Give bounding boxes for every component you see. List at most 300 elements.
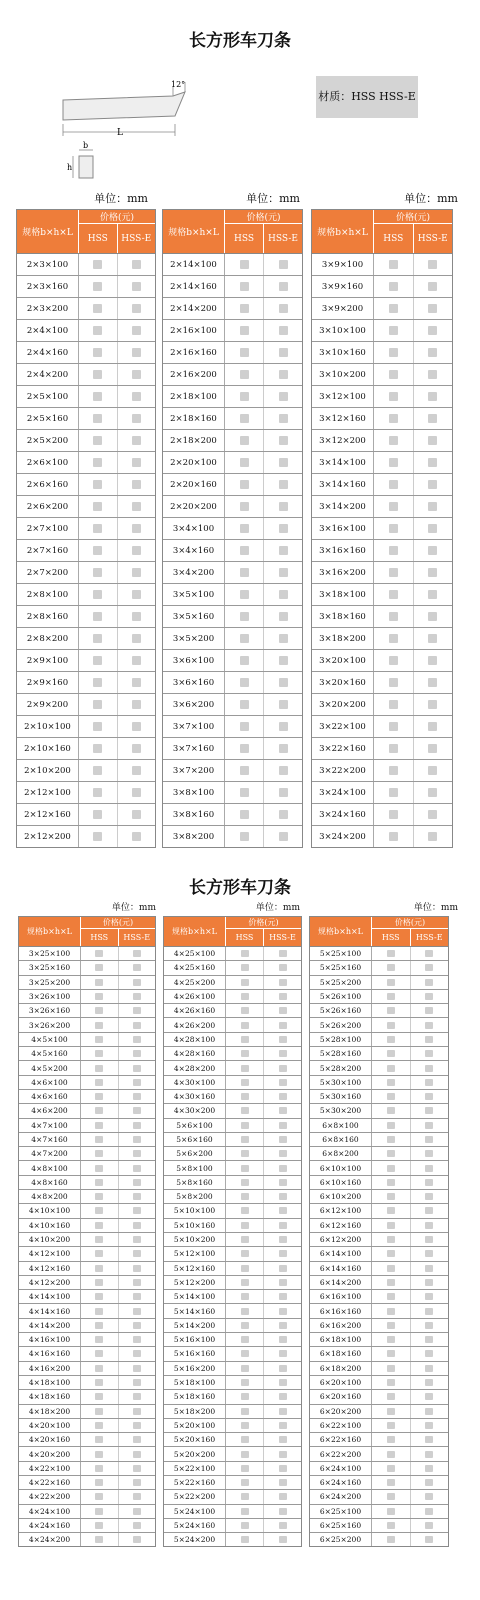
spec-cell: 4×30×100 [164,1076,226,1089]
table-row [164,976,301,990]
hidden-price-placeholder [133,1336,141,1343]
hss-price-cell [372,1304,411,1317]
hidden-price-placeholder [93,414,102,423]
hss-price-cell [226,1433,264,1446]
hss-price-cell [226,1347,264,1360]
hsse-price-cell [411,990,449,1003]
hsse-price-cell [264,1104,301,1117]
hsse-price-cell [264,1133,301,1146]
hidden-price-placeholder [425,964,433,971]
spec-cell: 2×18×100 [163,386,225,407]
spec-cell: 5×20×200 [164,1447,226,1460]
spec-cell: 2×8×200 [17,628,79,649]
table-row [163,496,302,518]
hidden-price-placeholder [132,568,141,577]
hidden-price-placeholder [389,546,398,555]
hidden-price-placeholder [95,1293,103,1300]
hidden-price-placeholder [95,1079,103,1086]
hss-price-cell [374,298,414,319]
table-row [17,254,155,276]
spec-cell: 4×10×160 [19,1219,81,1232]
hidden-price-placeholder [279,1165,287,1172]
hsse-price-cell [414,584,453,605]
spec-cell: 4×8×100 [19,1161,81,1174]
table-row [310,1104,448,1118]
hss-price-cell [81,1004,119,1017]
hss-price-cell [81,1090,119,1103]
table-row [163,804,302,826]
spec-cell: 5×16×160 [164,1347,226,1360]
spec-cell: 3×7×200 [163,760,225,781]
hsse-price-cell [264,1419,301,1432]
hidden-price-placeholder [389,832,398,841]
hss-price-cell [372,1004,411,1017]
hidden-price-placeholder [279,612,288,621]
hidden-price-placeholder [279,1022,287,1029]
hsse-price-cell [119,976,156,989]
hsse-price-cell [119,1176,156,1189]
hidden-price-placeholder [95,1365,103,1372]
spec-cell: 6×8×100 [310,1119,372,1132]
spec-cell: 4×7×200 [19,1147,81,1160]
spec-cell: 5×8×160 [164,1176,226,1189]
hss-price-cell [372,1033,411,1046]
spec-cell: 4×22×160 [19,1476,81,1489]
hidden-price-placeholder [279,1308,287,1315]
hss-price-cell [372,1190,411,1203]
spec-cell: 6×25×100 [310,1505,372,1518]
hidden-price-placeholder [387,1293,395,1300]
hsse-price-cell [411,1462,449,1475]
hidden-price-placeholder [95,1479,103,1486]
hss-price-cell [374,672,414,693]
spec-cell: 2×18×200 [163,430,225,451]
table-row [310,1219,448,1233]
spec-cell: 6×14×160 [310,1262,372,1275]
hidden-price-placeholder [279,480,288,489]
table-row [164,1319,301,1333]
hss-price-cell [226,1519,264,1532]
spec-cell: 5×24×100 [164,1505,226,1518]
hss-price-cell [372,1319,411,1332]
hidden-price-placeholder [95,1393,103,1400]
table-row [19,1533,155,1546]
hss-price-cell [372,1533,411,1546]
hss-price-cell [372,1447,411,1460]
hss-price-cell [225,408,264,429]
hidden-price-placeholder [95,1493,103,1500]
hidden-price-placeholder [428,480,437,489]
hsse-price-cell [411,1033,449,1046]
price-header: 价格(元) [226,917,301,929]
hidden-price-placeholder [133,1250,141,1257]
hsse-price-cell [119,1362,156,1375]
table-row [312,408,452,430]
spec-cell: 6×16×100 [310,1290,372,1303]
hsse-price-cell [414,826,453,847]
hss-price-cell [79,650,118,671]
spec-cell: 2×3×100 [17,254,79,275]
hss-price-cell [374,826,414,847]
hidden-price-placeholder [425,1022,433,1029]
hidden-price-placeholder [240,502,249,511]
hidden-price-placeholder [241,1465,249,1472]
hss-price-cell [225,496,264,517]
spec-header: 规格b×h×L [17,210,79,253]
hsse-price-cell [119,1347,156,1360]
hidden-price-placeholder [132,326,141,335]
table-row [310,1147,448,1161]
table-row [310,1419,448,1433]
spec-cell: 3×6×200 [163,694,225,715]
hidden-price-placeholder [240,436,249,445]
spec-cell: 3×9×160 [312,276,374,297]
hss-price-cell [81,1190,119,1203]
hidden-price-placeholder [132,700,141,709]
hidden-price-placeholder [279,414,288,423]
hss-price-cell [81,1304,119,1317]
hidden-price-placeholder [387,1436,395,1443]
hss-price-cell [225,474,264,495]
hsse-price-cell [118,320,156,341]
hsse-price-cell [119,1533,156,1546]
hidden-price-placeholder [428,546,437,555]
table-row [163,452,302,474]
hsse-price-cell [264,474,302,495]
hidden-price-placeholder [241,993,249,1000]
hidden-price-placeholder [389,568,398,577]
hsse-price-cell [119,961,156,974]
hidden-price-placeholder [241,1093,249,1100]
spec-cell: 3×12×100 [312,386,374,407]
hidden-price-placeholder [279,1479,287,1486]
hidden-price-placeholder [279,1065,287,1072]
hidden-price-placeholder [425,1050,433,1057]
table-row [17,276,155,298]
hsse-price-cell [264,976,301,989]
hidden-price-placeholder [133,1536,141,1543]
hss-price-cell [81,1462,119,1475]
hidden-price-placeholder [132,502,141,511]
spec-cell: 2×7×160 [17,540,79,561]
table-row [312,826,452,847]
hidden-price-placeholder [132,436,141,445]
table-row [19,961,155,975]
hss-price-cell [225,386,264,407]
table-row [17,496,155,518]
hidden-price-placeholder [389,590,398,599]
hss-price-cell [374,408,414,429]
table-row [19,1004,155,1018]
hidden-price-placeholder [132,590,141,599]
table-row [19,1047,155,1061]
hss-price-cell [374,584,414,605]
hss-price-cell [372,961,411,974]
hss-price-cell [81,1262,119,1275]
hidden-price-placeholder [241,1279,249,1286]
table-row [164,990,301,1004]
table-row [310,976,448,990]
spec-cell: 4×25×200 [164,976,226,989]
hss-price-cell [226,1304,264,1317]
hidden-price-placeholder [95,1022,103,1029]
hidden-price-placeholder [387,1093,395,1100]
hidden-price-placeholder [240,326,249,335]
table-row [312,584,452,606]
hidden-price-placeholder [93,502,102,511]
spec-cell: 5×6×160 [164,1133,226,1146]
table-row [310,1533,448,1546]
spec-cell: 3×8×200 [163,826,225,847]
hidden-price-placeholder [389,502,398,511]
spec-cell: 3×22×200 [312,760,374,781]
hidden-price-placeholder [279,524,288,533]
table-row [310,1033,448,1047]
spec-cell: 5×30×200 [310,1104,372,1117]
hsse-price-cell [119,1219,156,1232]
hss-header: HSS [374,224,414,253]
hss-price-cell [225,298,264,319]
hsse-header: HSS-E [269,933,296,942]
hidden-price-placeholder [425,1379,433,1386]
hss-price-cell [372,1476,411,1489]
hidden-price-placeholder [95,1179,103,1186]
spec-cell: 3×6×100 [163,650,225,671]
hidden-price-placeholder [425,1308,433,1315]
table-row [19,1233,155,1247]
hsse-price-cell [119,1333,156,1346]
spec-cell: 4×26×200 [164,1018,226,1031]
hidden-price-placeholder [132,678,141,687]
hidden-price-placeholder [241,1522,249,1529]
hsse-price-cell [264,1176,301,1189]
hsse-price-cell [264,694,302,715]
table-row [163,826,302,847]
spec-cell: 4×24×200 [19,1533,81,1546]
spec-cell: 5×6×100 [164,1119,226,1132]
hss-price-cell [226,1219,264,1232]
hidden-price-placeholder [132,392,141,401]
hidden-price-placeholder [95,964,103,971]
hidden-price-placeholder [241,1508,249,1515]
table-row [163,562,302,584]
hidden-price-placeholder [241,950,249,957]
hidden-price-placeholder [279,282,288,291]
spec-cell: 3×16×160 [312,540,374,561]
hss-price-cell [372,1290,411,1303]
hss-price-cell [226,1119,264,1132]
spec-cell: 6×18×160 [310,1347,372,1360]
hss-price-cell [226,961,264,974]
spec-cell: 6×14×100 [310,1247,372,1260]
hidden-price-placeholder [389,304,398,313]
hidden-price-placeholder [279,1422,287,1429]
hidden-price-placeholder [241,1436,249,1443]
spec-cell: 6×10×200 [310,1190,372,1203]
hidden-price-placeholder [133,1179,141,1186]
table-row [164,1190,301,1204]
hidden-price-placeholder [279,1207,287,1214]
hidden-price-placeholder [428,524,437,533]
hss-price-cell [81,976,119,989]
spec-cell: 4×14×200 [19,1319,81,1332]
hss-price-cell [374,276,414,297]
hss-price-cell [226,1190,264,1203]
hss-price-cell [81,1490,119,1503]
hidden-price-placeholder [93,722,102,731]
hss-price-cell [81,1276,119,1289]
hss-price-cell [79,474,118,495]
table-row [164,1362,301,1376]
hidden-price-placeholder [279,1079,287,1086]
hidden-price-placeholder [279,656,288,665]
table-row [310,1519,448,1533]
hss-price-cell [226,1004,264,1017]
table-row [19,1462,155,1476]
hss-price-cell [372,1219,411,1232]
table-row [164,1076,301,1090]
hsse-price-cell [264,1405,301,1418]
table-row [312,276,452,298]
hss-price-cell [226,1147,264,1160]
hsse-price-cell [264,1204,301,1217]
hss-price-cell [226,947,264,960]
spec-cell: 4×16×100 [19,1333,81,1346]
table-row [164,1047,301,1061]
spec-cell: 2×16×200 [163,364,225,385]
table-row [310,1076,448,1090]
table-header [163,210,302,254]
hss-price-cell [226,990,264,1003]
hidden-price-placeholder [241,1250,249,1257]
hss-price-cell [225,540,264,561]
hidden-price-placeholder [425,1136,433,1143]
hss-price-cell [79,716,118,737]
spec-cell: 4×8×160 [19,1176,81,1189]
table-row [312,474,452,496]
hidden-price-placeholder [425,1165,433,1172]
hss-price-cell [81,1333,119,1346]
hss-price-cell [372,1061,411,1074]
hss-price-cell [79,452,118,473]
hss-price-cell [374,606,414,627]
hsse-price-cell [414,320,453,341]
hidden-price-placeholder [279,1136,287,1143]
hsse-price-cell [264,452,302,473]
hidden-price-placeholder [279,1122,287,1129]
spec-cell: 5×8×200 [164,1190,226,1203]
hss-price-cell [81,1405,119,1418]
spec-cell: 3×7×100 [163,716,225,737]
hsse-price-cell [264,1319,301,1332]
hidden-price-placeholder [279,1193,287,1200]
hidden-price-placeholder [428,304,437,313]
hidden-price-placeholder [93,260,102,269]
hss-price-cell [81,1147,119,1160]
hsse-price-cell [414,562,453,583]
hsse-price-cell [411,1047,449,1060]
hsse-price-cell [264,276,302,297]
hss-price-cell [79,694,118,715]
table-row [163,408,302,430]
hss-price-cell [79,606,118,627]
hss-price-cell [226,1419,264,1432]
hss-price-cell [79,386,118,407]
hss-price-cell [81,1104,119,1117]
hss-price-cell [374,804,414,825]
hss-price-cell [81,1219,119,1232]
hidden-price-placeholder [428,392,437,401]
hidden-price-placeholder [428,458,437,467]
hsse-price-cell [414,540,453,561]
hss-price-cell [226,1076,264,1089]
table-row [17,540,155,562]
unit-label: 单位：mm [246,192,300,205]
hss-price-cell [225,804,264,825]
hsse-price-cell [119,1119,156,1132]
spec-cell: 4×18×100 [19,1376,81,1389]
hsse-price-cell [118,760,156,781]
hss-price-cell [81,1133,119,1146]
table-row [310,1462,448,1476]
hidden-price-placeholder [133,1093,141,1100]
hidden-price-placeholder [428,832,437,841]
hsse-price-cell [264,1290,301,1303]
hsse-price-cell [118,584,156,605]
spec-cell: 6×24×160 [310,1476,372,1489]
spec-cell: 3×24×200 [312,826,374,847]
table-row [17,650,155,672]
hsse-price-cell [411,1119,449,1132]
spec-cell: 3×12×200 [312,430,374,451]
hidden-price-placeholder [389,656,398,665]
table-row [310,961,448,975]
height-label: h [67,163,73,172]
hss-price-cell [81,1233,119,1246]
hidden-price-placeholder [425,1279,433,1286]
spec-cell: 4×5×160 [19,1047,81,1060]
spec-cell: 2×10×160 [17,738,79,759]
hss-price-cell [81,1018,119,1031]
hidden-price-placeholder [387,1379,395,1386]
hidden-price-placeholder [240,370,249,379]
hidden-price-placeholder [425,1322,433,1329]
hidden-price-placeholder [425,1207,433,1214]
spec-cell: 3×10×100 [312,320,374,341]
hsse-price-cell [119,1319,156,1332]
table-row [164,1533,301,1546]
hsse-price-cell [414,342,453,363]
hss-price-cell [226,1333,264,1346]
hidden-price-placeholder [425,1465,433,1472]
hsse-price-cell [264,320,302,341]
hsse-price-cell [118,672,156,693]
spec-cell: 3×26×100 [19,990,81,1003]
hsse-price-cell [411,1405,449,1418]
table-row [163,254,302,276]
hidden-price-placeholder [279,1179,287,1186]
hidden-price-placeholder [279,392,288,401]
table-row [164,1376,301,1390]
hss-price-cell [226,1362,264,1375]
hidden-price-placeholder [241,1136,249,1143]
hidden-price-placeholder [95,1150,103,1157]
hidden-price-placeholder [425,1265,433,1272]
hss-price-cell [372,1076,411,1089]
hsse-price-cell [411,1519,449,1532]
spec-cell: 4×8×200 [19,1190,81,1203]
table-row [17,694,155,716]
